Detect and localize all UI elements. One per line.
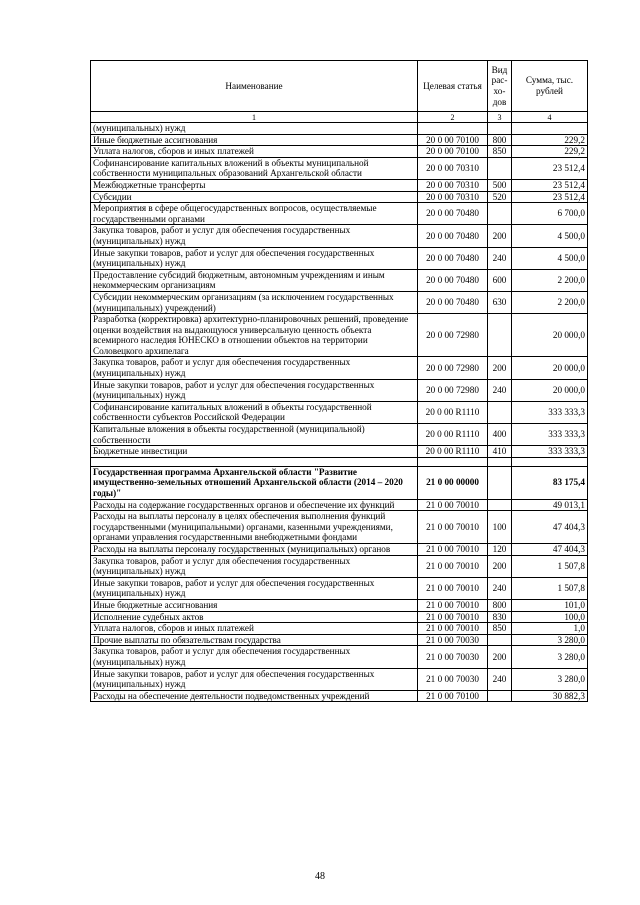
row-sum: 30 882,3 (512, 690, 588, 702)
table-row (91, 314, 588, 357)
table-row (91, 499, 588, 511)
row-name: Прочие выплаты по обязательствам государства (91, 634, 418, 646)
column-number: 4 (512, 112, 588, 123)
table-row (91, 668, 588, 690)
row-code: 21 0 00 70030 (418, 646, 488, 668)
row-sum: 100,0 (512, 611, 588, 623)
row-name: Уплата налогов, сборов и иных платежей (91, 146, 418, 158)
row-name: Бюджетные инвестиции (91, 446, 418, 458)
row-code: 20 0 00 70480 (418, 203, 488, 225)
row-name: Иные закупки товаров, работ и услуг для обеспечения государственных (муниципальных) нужд (91, 247, 418, 269)
row-name: Софинансирование капитальных вложений в объекты государственной собственности субъектов Российской Федерации (91, 401, 418, 423)
row-code (418, 457, 488, 466)
row-sum: 49 013,1 (512, 499, 588, 511)
row-code: 21 0 00 70030 (418, 634, 488, 646)
row-name: Мероприятия в сфере общегосударственных вопросов, осуществляемые государственными органами (91, 203, 418, 225)
table-row (91, 611, 588, 623)
row-sum: 1,0 (512, 623, 588, 635)
row-name: (муниципальных) нужд (91, 123, 418, 135)
row-name: Иные бюджетные ассигнования (91, 134, 418, 146)
table-header (91, 61, 588, 123)
row-type (488, 634, 512, 646)
row-name: Закупка товаров, работ и услуг для обеспечения государственных (муниципальных) нужд (91, 357, 418, 379)
header-sum: Сумма, тыс. рублей (512, 61, 588, 112)
column-number: 2 (418, 112, 488, 123)
row-code: 21 0 00 70010 (418, 577, 488, 599)
row-sum: 333 333,3 (512, 446, 588, 458)
row-type (488, 690, 512, 702)
table-row (91, 577, 588, 599)
row-type (488, 123, 512, 135)
row-name: Расходы на обеспечение деятельности подведомственных учреждений (91, 690, 418, 702)
table-row (91, 511, 588, 544)
row-type: 500 (488, 179, 512, 191)
row-name: Межбюджетные трансферты (91, 179, 418, 191)
table-row (91, 379, 588, 401)
row-sum: 2 200,0 (512, 291, 588, 313)
row-sum: 229,2 (512, 134, 588, 146)
row-name: Расходы на содержание государственных органов и обеспечение их функций (91, 499, 418, 511)
table-row (91, 623, 588, 635)
table-row (91, 191, 588, 203)
row-name: Разработка (корректировка) архитектурно-планировочных решений, проведение оценки воздействия на выдающуюся универсальную ценность объекта всемирного наследия ЮНЕСКО в отношении объектов на территории Соловецкого архипелага (91, 314, 418, 357)
row-name (91, 457, 418, 466)
row-code: 21 0 00 70010 (418, 555, 488, 577)
table-row (91, 646, 588, 668)
row-type: 240 (488, 668, 512, 690)
table-row (91, 203, 588, 225)
row-code: 20 0 00 70480 (418, 269, 488, 291)
row-name: Закупка товаров, работ и услуг для обеспечения государственных (муниципальных) нужд (91, 225, 418, 247)
row-sum: 83 175,4 (512, 466, 588, 499)
table-row (91, 146, 588, 158)
column-number-row (91, 112, 588, 123)
row-type: 400 (488, 424, 512, 446)
row-code: 20 0 00 R1110 (418, 401, 488, 423)
row-sum (512, 457, 588, 466)
row-name: Иные бюджетные ассигнования (91, 599, 418, 611)
row-code: 20 0 00 70480 (418, 247, 488, 269)
row-code: 21 0 00 70030 (418, 668, 488, 690)
row-name: Капитальные вложения в объекты государственной (муниципальной) собственности (91, 424, 418, 446)
row-sum: 23 512,4 (512, 157, 588, 179)
table-body (91, 123, 588, 702)
row-type: 200 (488, 555, 512, 577)
row-type: 800 (488, 134, 512, 146)
table-row (91, 179, 588, 191)
row-type (488, 499, 512, 511)
row-sum: 47 404,3 (512, 511, 588, 544)
row-code: 21 0 00 70010 (418, 511, 488, 544)
table-row (91, 466, 588, 499)
table-row (91, 357, 588, 379)
row-type (488, 203, 512, 225)
row-sum: 3 280,0 (512, 634, 588, 646)
row-name: Софинансирование капитальных вложений в объекты муниципальной собственности муниципальных образований Архангельской области (91, 157, 418, 179)
row-sum: 20 000,0 (512, 379, 588, 401)
row-type: 240 (488, 379, 512, 401)
row-name: Закупка товаров, работ и услуг для обеспечения государственных (муниципальных) нужд (91, 646, 418, 668)
row-sum: 229,2 (512, 146, 588, 158)
page-number: 48 (315, 871, 325, 882)
row-name: Государственная программа Архангельской области "Развитие имущественно-земельных отношений Архангельской области (2014 – 2020 годы)" (91, 466, 418, 499)
spacer-row (91, 457, 588, 466)
row-type: 520 (488, 191, 512, 203)
row-type (488, 401, 512, 423)
row-sum: 20 000,0 (512, 314, 588, 357)
row-type: 240 (488, 577, 512, 599)
header-code: Целевая статья (418, 61, 488, 112)
row-sum: 2 200,0 (512, 269, 588, 291)
row-type (488, 157, 512, 179)
row-code: 20 0 00 72980 (418, 357, 488, 379)
table-row (91, 446, 588, 458)
row-code: 21 0 00 70010 (418, 623, 488, 635)
row-sum (512, 123, 588, 135)
row-name: Иные закупки товаров, работ и услуг для обеспечения государственных (муниципальных) нужд (91, 379, 418, 401)
row-code: 20 0 00 72980 (418, 379, 488, 401)
table-row (91, 555, 588, 577)
row-code: 21 0 00 70010 (418, 611, 488, 623)
row-code: 21 0 00 70010 (418, 599, 488, 611)
row-name: Иные закупки товаров, работ и услуг для обеспечения государственных (муниципальных) нужд (91, 577, 418, 599)
row-type: 410 (488, 446, 512, 458)
table-row (91, 134, 588, 146)
row-name: Предоставление субсидий бюджетным, автономным учреждениям и иным некоммерческим организациям (91, 269, 418, 291)
header-name: Наименование (91, 61, 418, 112)
table-row (91, 291, 588, 313)
row-type: 100 (488, 511, 512, 544)
row-sum: 20 000,0 (512, 357, 588, 379)
table-row (91, 247, 588, 269)
row-code: 21 0 00 70100 (418, 690, 488, 702)
table-row (91, 424, 588, 446)
row-code: 20 0 00 70310 (418, 157, 488, 179)
row-type (488, 314, 512, 357)
row-code: 20 0 00 R1110 (418, 446, 488, 458)
header-row (91, 61, 588, 112)
table-row (91, 157, 588, 179)
row-type: 200 (488, 357, 512, 379)
row-type: 850 (488, 146, 512, 158)
row-sum: 1 507,8 (512, 555, 588, 577)
row-name: Расходы на выплаты персоналу в целях обеспечения выполнения функций государственными (муниципальными) органами, казенными учреждениями, органами управления государственными внебюджетными фондами (91, 511, 418, 544)
table-row (91, 543, 588, 555)
row-sum: 3 280,0 (512, 668, 588, 690)
row-sum: 23 512,4 (512, 191, 588, 203)
row-sum: 47 404,3 (512, 543, 588, 555)
row-sum: 23 512,4 (512, 179, 588, 191)
budget-table (90, 60, 588, 702)
row-type (488, 457, 512, 466)
table-row (91, 634, 588, 646)
row-name: Иные закупки товаров, работ и услуг для обеспечения государственных (муниципальных) нужд (91, 668, 418, 690)
table-row (91, 225, 588, 247)
row-sum: 101,0 (512, 599, 588, 611)
table-row (91, 599, 588, 611)
row-type (488, 466, 512, 499)
table-row (91, 269, 588, 291)
row-sum: 1 507,8 (512, 577, 588, 599)
row-code: 20 0 00 70310 (418, 191, 488, 203)
row-sum: 4 500,0 (512, 225, 588, 247)
row-code (418, 123, 488, 135)
row-code: 21 0 00 70010 (418, 543, 488, 555)
row-type: 800 (488, 599, 512, 611)
row-type: 600 (488, 269, 512, 291)
row-type: 120 (488, 543, 512, 555)
row-sum: 3 280,0 (512, 646, 588, 668)
table-row (91, 690, 588, 702)
row-name: Уплата налогов, сборов и иных платежей (91, 623, 418, 635)
row-name: Закупка товаров, работ и услуг для обеспечения государственных (муниципальных) нужд (91, 555, 418, 577)
header-type: Вид рас-хо-дов (488, 61, 512, 112)
column-number: 3 (488, 112, 512, 123)
row-code: 20 0 00 70100 (418, 146, 488, 158)
row-code: 20 0 00 70480 (418, 225, 488, 247)
row-code: 20 0 00 70100 (418, 134, 488, 146)
row-sum: 333 333,3 (512, 424, 588, 446)
row-type: 630 (488, 291, 512, 313)
row-type: 830 (488, 611, 512, 623)
row-name: Расходы на выплаты персоналу государственных (муниципальных) органов (91, 543, 418, 555)
row-type: 200 (488, 646, 512, 668)
row-sum: 333 333,3 (512, 401, 588, 423)
row-code: 21 0 00 00000 (418, 466, 488, 499)
row-code: 21 0 00 70010 (418, 499, 488, 511)
table-row (91, 123, 588, 135)
row-code: 20 0 00 70310 (418, 179, 488, 191)
table-row (91, 401, 588, 423)
row-sum: 4 500,0 (512, 247, 588, 269)
column-number: 1 (91, 112, 418, 123)
row-code: 20 0 00 72980 (418, 314, 488, 357)
row-sum: 6 700,0 (512, 203, 588, 225)
row-type: 200 (488, 225, 512, 247)
row-name: Субсидии (91, 191, 418, 203)
row-code: 20 0 00 70480 (418, 291, 488, 313)
row-type: 850 (488, 623, 512, 635)
row-name: Исполнение судебных актов (91, 611, 418, 623)
row-type: 240 (488, 247, 512, 269)
row-code: 20 0 00 R1110 (418, 424, 488, 446)
row-name: Субсидии некоммерческим организациям (за исключением государственных (муниципальных) учреждений) (91, 291, 418, 313)
